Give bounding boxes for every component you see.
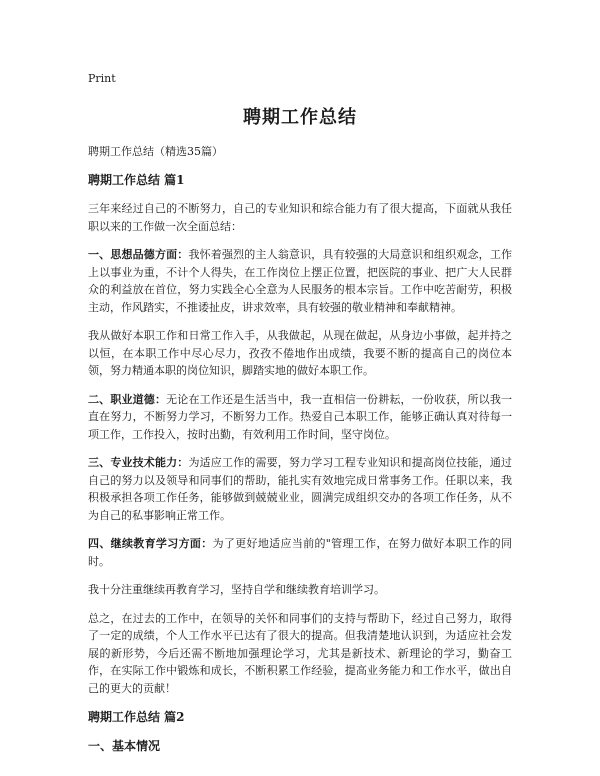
paragraph-text: 我十分注重继续再教育学习，坚持自学和继续教育培训学习。 (88, 583, 385, 596)
paragraph-text: 总之，在过去的工作中，在领导的关怀和同事们的支持与帮助下，经过自己努力，取得了一定的成绩，个人工作水平已达有了很大的提高。但我清楚地认识到，为适应社会发展的新形势，今后还需不断地加强理论学习，尤其是新技术、新理论的学习，勤奋工作，在实际工作中锻炼和成长，不断积累工作经验，提高业务能力和工作水平，做出自己的更大的贡献！ (88, 611, 512, 695)
paragraph-intro (88, 200, 512, 235)
paragraph-text: 我怀着强烈的主人翁意识，具有较强的大局意识和组织观念，工作上以事业为重，不计个人得失，在工作岗位上摆正位置，把医院的事业、把广大人民群众的利益放在首位，努力实践全心全意为人民服务的根本宗旨。工作中吃苦耐劳，积极主动，作风踏实，不推诿扯皮，讲求效率，具有较强的敬业精神和奉献精神。 (88, 248, 513, 314)
document-subtitle: 聘期工作总结（精选35篇） (88, 145, 223, 158)
paragraph-text: 为了更好地适应当前的"管理工作，在努力做好本职工作的同时。 (88, 537, 513, 568)
paragraph-lead: 三、专业技术能力： (88, 456, 189, 469)
paragraph-continuing (88, 581, 512, 599)
paragraph-conclusion (88, 610, 512, 698)
paragraph-lead: 一、思想品德方面： (88, 248, 189, 261)
section-heading-1: 聘期工作总结 篇1 (88, 173, 185, 187)
section-heading-2: 聘期工作总结 篇2 (88, 710, 185, 724)
print-label[interactable]: Print (88, 72, 116, 85)
paragraph-ethics (88, 391, 512, 444)
document-title: 聘期工作总结 (243, 107, 357, 128)
paragraph-daily-work (88, 327, 512, 380)
paragraph-technical (88, 454, 512, 524)
paragraph-text: 为适应工作的需要，努力学习工程专业知识和提高岗位技能，通过自己的努力以及领导和同事们的帮助，能扎实有效地完成日常事务工作。任职以来，我积极承担各项工作任务，能够做到兢兢业业，圆满完成组织交办的各项工作任务，从不为自己的私事影响正常工作。 (88, 456, 513, 522)
paragraph-text: 无论在工作还是生活当中，我一直相信一份耕耘，一份收获，所以我一直在努力，不断努力学习，不断努力工作。热爱自己本职工作，能够正确认真对待每一项工作，工作投入，按时出勤，有效利用工作时间，坚守岗位。 (88, 392, 513, 441)
paragraph-lead: 四、继续教育学习方面： (88, 537, 213, 550)
paragraph-education (88, 535, 512, 570)
paragraph-ideology (88, 246, 512, 316)
paragraph-lead: 二、职业道德： (88, 392, 167, 406)
paragraph-text: 三年来经过自己的不断努力，自己的专业知识和综合能力有了很大提高，下面就从我任职以来的工作做一次全面总结： (88, 202, 512, 233)
section-subheading: 一、基本情况 (88, 739, 161, 753)
paragraph-text: 我从做好本职工作和日常工作入手，从我做起，从现在做起，从身边小事做，起并持之以恒，在本职工作中尽心尽力，孜孜不倦地作出成绩，我要不断的提高自己的岗位本领，努力精通本职的岗位知识，脚踏实地的做好本职工作。 (88, 329, 512, 377)
